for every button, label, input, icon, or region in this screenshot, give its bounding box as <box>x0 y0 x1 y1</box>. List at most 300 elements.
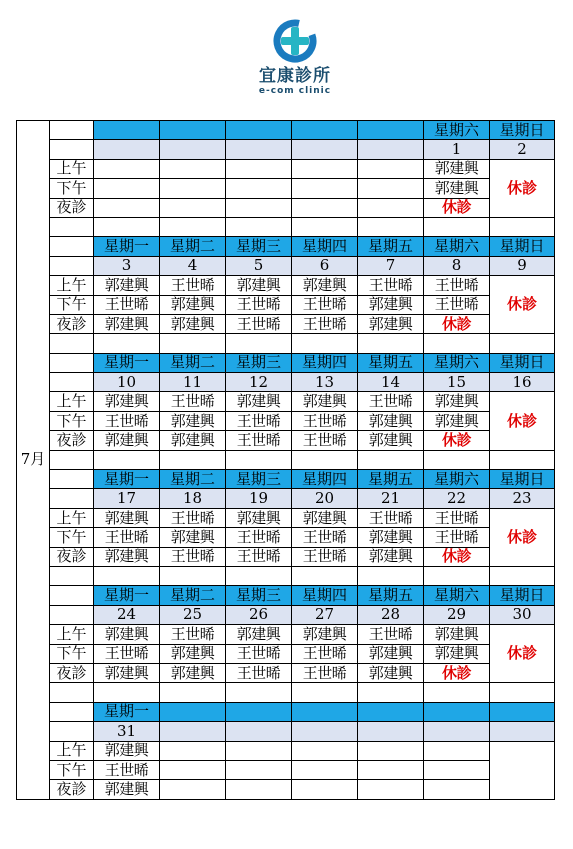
date-cell: 26 <box>226 605 292 624</box>
slot-label: 下午 <box>50 179 94 198</box>
slot-row-night <box>17 663 555 682</box>
spacer-cell <box>490 217 555 236</box>
corner-cell <box>50 470 94 489</box>
doctor-cell <box>424 314 490 333</box>
spacer-cell <box>424 683 490 702</box>
spacer-cell <box>358 217 424 236</box>
spacer-cell <box>94 450 160 469</box>
clinic-logo <box>240 18 350 108</box>
weekday-header-row <box>17 702 555 721</box>
doctor-cell <box>292 198 358 217</box>
date-cell: 9 <box>490 256 555 275</box>
spacer-cell <box>50 217 94 236</box>
doctor-cell: 王世晞 <box>226 663 292 682</box>
date-cell: 2 <box>490 140 555 159</box>
doctor-cell <box>292 741 358 760</box>
spacer-cell <box>160 566 226 585</box>
closed-label: 休診 <box>441 663 471 682</box>
date-cell: 24 <box>94 605 160 624</box>
doctor-cell: 郭建興 <box>160 314 226 333</box>
doctor-cell: 郭建興 <box>160 663 226 682</box>
spacer-cell <box>424 450 490 469</box>
weekday-header-row <box>17 237 555 256</box>
doctor-cell: 王世晞 <box>226 295 292 314</box>
date-cell: 19 <box>226 489 292 508</box>
spacer-cell <box>50 450 94 469</box>
weekday-cell <box>226 702 292 721</box>
weekday-cell <box>160 702 226 721</box>
spacer-cell <box>292 450 358 469</box>
doctor-cell: 王世晞 <box>94 760 160 779</box>
doctor-cell <box>424 741 490 760</box>
spacer-cell <box>424 217 490 236</box>
slot-label: 下午 <box>50 760 94 779</box>
slot-row-morning <box>17 159 555 178</box>
doctor-cell <box>292 179 358 198</box>
slot-label: 上午 <box>50 508 94 527</box>
weekday-cell: 星期五 <box>358 237 424 256</box>
slot-row-night <box>17 547 555 566</box>
corner-cell <box>50 722 94 741</box>
weekday-cell: 星期六 <box>424 237 490 256</box>
sunday-closed-label: 休診 <box>506 295 537 314</box>
slot-row-afternoon <box>17 295 555 314</box>
doctor-cell: 王世晞 <box>292 644 358 663</box>
doctor-cell: 王世晞 <box>94 411 160 430</box>
doctor-cell: 郭建興 <box>160 431 226 450</box>
weekday-cell: 星期一 <box>94 702 160 721</box>
doctor-cell: 王世晞 <box>424 295 490 314</box>
spacer-cell <box>490 334 555 353</box>
weekday-cell: 星期四 <box>292 586 358 605</box>
weekday-cell <box>424 702 490 721</box>
date-cell: 7 <box>358 256 424 275</box>
spacer-cell <box>292 566 358 585</box>
slot-row-morning <box>17 276 555 295</box>
date-cell <box>292 140 358 159</box>
spacer-cell <box>94 217 160 236</box>
slot-row-morning <box>17 741 555 760</box>
corner-cell <box>50 121 94 140</box>
date-cell: 25 <box>160 605 226 624</box>
doctor-cell: 郭建興 <box>160 528 226 547</box>
doctor-cell: 郭建興 <box>358 314 424 333</box>
doctor-cell: 郭建興 <box>292 276 358 295</box>
slot-label: 上午 <box>50 159 94 178</box>
slot-label: 夜診 <box>50 663 94 682</box>
weekday-cell: 星期日 <box>490 586 555 605</box>
doctor-cell: 郭建興 <box>226 508 292 527</box>
slot-label: 上午 <box>50 392 94 411</box>
doctor-cell <box>226 780 292 799</box>
slot-label: 夜診 <box>50 431 94 450</box>
weekday-cell: 星期日 <box>490 470 555 489</box>
doctor-cell: 王世晞 <box>226 547 292 566</box>
sunday-cell <box>490 392 555 450</box>
sunday-cell <box>490 625 555 683</box>
weekday-cell: 星期一 <box>94 586 160 605</box>
slot-row-afternoon <box>17 760 555 779</box>
doctor-cell: 王世晞 <box>292 528 358 547</box>
date-cell <box>424 722 490 741</box>
doctor-cell: 郭建興 <box>94 625 160 644</box>
weekday-cell: 星期二 <box>160 470 226 489</box>
doctor-cell: 郭建興 <box>292 508 358 527</box>
doctor-cell: 郭建興 <box>226 625 292 644</box>
doctor-cell <box>358 179 424 198</box>
doctor-cell: 郭建興 <box>358 431 424 450</box>
sunday-cell <box>490 741 555 799</box>
spacer-cell <box>160 683 226 702</box>
date-cell: 1 <box>424 140 490 159</box>
doctor-cell: 郭建興 <box>358 644 424 663</box>
weekday-header-row <box>17 470 555 489</box>
date-row <box>17 256 555 275</box>
doctor-cell: 王世晞 <box>424 528 490 547</box>
corner-cell <box>50 605 94 624</box>
doctor-cell <box>226 741 292 760</box>
corner-cell <box>50 237 94 256</box>
doctor-cell: 王世晞 <box>94 528 160 547</box>
doctor-cell <box>424 198 490 217</box>
doctor-cell: 王世晞 <box>292 411 358 430</box>
doctor-cell: 郭建興 <box>424 159 490 178</box>
corner-cell <box>50 256 94 275</box>
spacer-cell <box>358 450 424 469</box>
doctor-cell: 王世晞 <box>358 508 424 527</box>
doctor-cell: 郭建興 <box>160 644 226 663</box>
slot-label: 下午 <box>50 528 94 547</box>
weekday-cell: 星期二 <box>160 586 226 605</box>
date-cell: 4 <box>160 256 226 275</box>
doctor-cell <box>424 760 490 779</box>
weekday-cell: 星期六 <box>424 470 490 489</box>
doctor-cell: 王世晞 <box>160 547 226 566</box>
spacer-cell <box>160 334 226 353</box>
date-cell: 27 <box>292 605 358 624</box>
weekday-cell: 星期日 <box>490 353 555 372</box>
doctor-cell: 郭建興 <box>358 547 424 566</box>
doctor-cell: 王世晞 <box>292 431 358 450</box>
doctor-cell: 郭建興 <box>94 663 160 682</box>
weekday-cell: 星期三 <box>226 470 292 489</box>
date-cell: 6 <box>292 256 358 275</box>
spacer-cell <box>226 217 292 236</box>
doctor-cell: 王世晞 <box>292 314 358 333</box>
doctor-cell: 王世晞 <box>226 314 292 333</box>
corner-cell <box>50 702 94 721</box>
date-cell: 8 <box>424 256 490 275</box>
date-cell: 12 <box>226 373 292 392</box>
weekday-cell <box>94 121 160 140</box>
weekday-cell: 星期三 <box>226 237 292 256</box>
plus-e-icon <box>272 18 318 64</box>
date-row <box>17 140 555 159</box>
doctor-cell: 郭建興 <box>94 314 160 333</box>
slot-label: 夜診 <box>50 780 94 799</box>
sunday-closed-label: 休診 <box>506 527 537 546</box>
date-cell <box>226 722 292 741</box>
sunday-cell <box>490 508 555 566</box>
doctor-cell <box>292 780 358 799</box>
doctor-cell: 王世晞 <box>358 625 424 644</box>
date-cell <box>94 140 160 159</box>
slot-row-morning <box>17 508 555 527</box>
weekday-cell: 星期二 <box>160 237 226 256</box>
slot-label: 夜診 <box>50 198 94 217</box>
weekday-cell: 星期六 <box>424 353 490 372</box>
spacer-cell <box>424 566 490 585</box>
sunday-closed-label: 休診 <box>506 644 537 663</box>
doctor-cell: 郭建興 <box>94 392 160 411</box>
doctor-cell: 王世晞 <box>226 431 292 450</box>
weekday-cell: 星期五 <box>358 586 424 605</box>
doctor-cell: 郭建興 <box>94 741 160 760</box>
date-cell: 29 <box>424 605 490 624</box>
doctor-cell: 郭建興 <box>358 528 424 547</box>
spacer-cell <box>94 334 160 353</box>
date-cell: 23 <box>490 489 555 508</box>
doctor-cell <box>358 159 424 178</box>
spacer-cell <box>226 450 292 469</box>
corner-cell <box>50 140 94 159</box>
doctor-cell: 郭建興 <box>424 392 490 411</box>
sunday-cell <box>490 276 555 334</box>
doctor-cell <box>292 159 358 178</box>
spacer-cell <box>226 334 292 353</box>
doctor-cell: 郭建興 <box>94 780 160 799</box>
closed-label: 休診 <box>441 314 471 333</box>
slot-label: 夜診 <box>50 314 94 333</box>
doctor-cell <box>358 741 424 760</box>
doctor-cell: 王世晞 <box>160 625 226 644</box>
spacer-cell <box>490 450 555 469</box>
date-cell <box>358 140 424 159</box>
doctor-cell: 郭建興 <box>292 392 358 411</box>
spacer-row <box>17 334 555 353</box>
doctor-cell <box>226 159 292 178</box>
spacer-cell <box>490 683 555 702</box>
doctor-cell <box>94 198 160 217</box>
slot-row-afternoon <box>17 179 555 198</box>
slot-row-afternoon <box>17 528 555 547</box>
date-cell: 21 <box>358 489 424 508</box>
spacer-cell <box>160 450 226 469</box>
slot-label: 上午 <box>50 276 94 295</box>
doctor-cell: 郭建興 <box>424 411 490 430</box>
weekday-cell: 星期日 <box>490 237 555 256</box>
spacer-cell <box>292 217 358 236</box>
date-cell: 13 <box>292 373 358 392</box>
spacer-row <box>17 450 555 469</box>
date-cell: 17 <box>94 489 160 508</box>
weekday-cell <box>226 121 292 140</box>
weekday-cell <box>292 121 358 140</box>
weekday-cell: 星期一 <box>94 237 160 256</box>
date-cell <box>160 722 226 741</box>
doctor-cell: 王世晞 <box>358 392 424 411</box>
spacer-cell <box>358 334 424 353</box>
spacer-cell <box>292 334 358 353</box>
doctor-cell: 郭建興 <box>424 644 490 663</box>
weekday-cell <box>358 702 424 721</box>
doctor-cell: 郭建興 <box>358 295 424 314</box>
spacer-cell <box>226 683 292 702</box>
spacer-cell <box>50 334 94 353</box>
spacer-cell <box>94 683 160 702</box>
doctor-cell: 王世晞 <box>94 644 160 663</box>
doctor-cell <box>160 760 226 779</box>
sunday-cell <box>490 159 555 217</box>
closed-label: 休診 <box>441 547 471 566</box>
weekday-cell <box>160 121 226 140</box>
doctor-cell: 郭建興 <box>94 276 160 295</box>
weekday-cell <box>358 121 424 140</box>
doctor-cell: 王世晞 <box>292 663 358 682</box>
date-cell: 11 <box>160 373 226 392</box>
month-label: 7月 <box>17 121 50 800</box>
doctor-cell: 郭建興 <box>292 625 358 644</box>
doctor-cell: 王世晞 <box>424 276 490 295</box>
date-cell: 5 <box>226 256 292 275</box>
doctor-cell <box>358 198 424 217</box>
corner-cell <box>50 373 94 392</box>
date-row <box>17 605 555 624</box>
weekday-cell: 星期五 <box>358 353 424 372</box>
sunday-closed-label: 休診 <box>506 178 537 197</box>
doctor-cell: 郭建興 <box>226 392 292 411</box>
doctor-cell: 郭建興 <box>94 547 160 566</box>
spacer-cell <box>160 217 226 236</box>
slot-label: 下午 <box>50 295 94 314</box>
slot-label: 上午 <box>50 741 94 760</box>
spacer-cell <box>50 566 94 585</box>
slot-label: 下午 <box>50 411 94 430</box>
closed-label: 休診 <box>441 198 471 217</box>
weekday-header-row <box>17 121 555 140</box>
slot-row-night <box>17 198 555 217</box>
weekday-cell: 星期一 <box>94 470 160 489</box>
doctor-cell: 王世晞 <box>292 295 358 314</box>
weekday-cell: 星期三 <box>226 586 292 605</box>
doctor-cell <box>94 159 160 178</box>
date-cell: 28 <box>358 605 424 624</box>
weekday-cell: 星期四 <box>292 470 358 489</box>
date-cell <box>292 722 358 741</box>
date-cell <box>160 140 226 159</box>
weekday-cell: 星期四 <box>292 353 358 372</box>
slot-row-night <box>17 431 555 450</box>
date-cell: 31 <box>94 722 160 741</box>
weekday-cell: 星期四 <box>292 237 358 256</box>
date-cell <box>226 140 292 159</box>
doctor-cell: 王世晞 <box>424 508 490 527</box>
spacer-cell <box>424 334 490 353</box>
slot-row-night <box>17 780 555 799</box>
doctor-cell: 王世晞 <box>94 295 160 314</box>
clinic-name-en: e-com clinic <box>258 86 332 96</box>
date-cell: 10 <box>94 373 160 392</box>
doctor-cell: 郭建興 <box>94 508 160 527</box>
slot-row-afternoon <box>17 411 555 430</box>
doctor-cell <box>226 179 292 198</box>
spacer-cell <box>94 566 160 585</box>
spacer-cell <box>226 566 292 585</box>
date-cell: 15 <box>424 373 490 392</box>
doctor-cell <box>424 780 490 799</box>
doctor-cell: 郭建興 <box>160 411 226 430</box>
doctor-cell <box>160 179 226 198</box>
doctor-cell: 王世晞 <box>226 644 292 663</box>
date-cell: 16 <box>490 373 555 392</box>
spacer-cell <box>358 566 424 585</box>
date-cell <box>358 722 424 741</box>
weekday-cell: 星期一 <box>94 353 160 372</box>
spacer-row <box>17 683 555 702</box>
date-cell: 22 <box>424 489 490 508</box>
doctor-cell: 郭建興 <box>94 431 160 450</box>
slot-label: 夜診 <box>50 547 94 566</box>
weekday-cell: 星期日 <box>490 121 555 140</box>
corner-cell <box>50 489 94 508</box>
doctor-cell <box>358 760 424 779</box>
weekday-header-row <box>17 353 555 372</box>
slot-row-morning <box>17 392 555 411</box>
doctor-cell <box>226 760 292 779</box>
doctor-cell <box>94 179 160 198</box>
spacer-cell <box>490 566 555 585</box>
weekday-cell: 星期二 <box>160 353 226 372</box>
date-row <box>17 489 555 508</box>
doctor-cell <box>424 431 490 450</box>
weekday-cell: 星期六 <box>424 121 490 140</box>
doctor-cell: 王世晞 <box>226 528 292 547</box>
spacer-cell <box>358 683 424 702</box>
clinic-name: 宜康診所 <box>259 66 331 86</box>
slot-label: 上午 <box>50 625 94 644</box>
doctor-cell <box>358 780 424 799</box>
doctor-cell: 郭建興 <box>424 625 490 644</box>
spacer-row <box>17 217 555 236</box>
date-cell: 14 <box>358 373 424 392</box>
doctor-cell <box>226 198 292 217</box>
doctor-cell <box>292 760 358 779</box>
doctor-cell <box>160 159 226 178</box>
doctor-cell: 王世晞 <box>358 276 424 295</box>
slot-row-afternoon <box>17 644 555 663</box>
schedule-table <box>16 120 555 800</box>
doctor-cell: 王世晞 <box>160 276 226 295</box>
doctor-cell: 郭建興 <box>358 411 424 430</box>
date-cell <box>490 722 555 741</box>
doctor-cell: 王世晞 <box>160 392 226 411</box>
doctor-cell: 郭建興 <box>424 179 490 198</box>
weekday-cell <box>292 702 358 721</box>
slot-row-night <box>17 314 555 333</box>
date-cell: 30 <box>490 605 555 624</box>
spacer-row <box>17 566 555 585</box>
doctor-cell: 郭建興 <box>358 663 424 682</box>
closed-label: 休診 <box>441 430 471 449</box>
spacer-cell <box>292 683 358 702</box>
doctor-cell: 郭建興 <box>226 276 292 295</box>
date-row <box>17 373 555 392</box>
doctor-cell: 王世晞 <box>292 547 358 566</box>
weekday-cell: 星期三 <box>226 353 292 372</box>
date-cell: 18 <box>160 489 226 508</box>
doctor-cell <box>424 663 490 682</box>
corner-cell <box>50 353 94 372</box>
